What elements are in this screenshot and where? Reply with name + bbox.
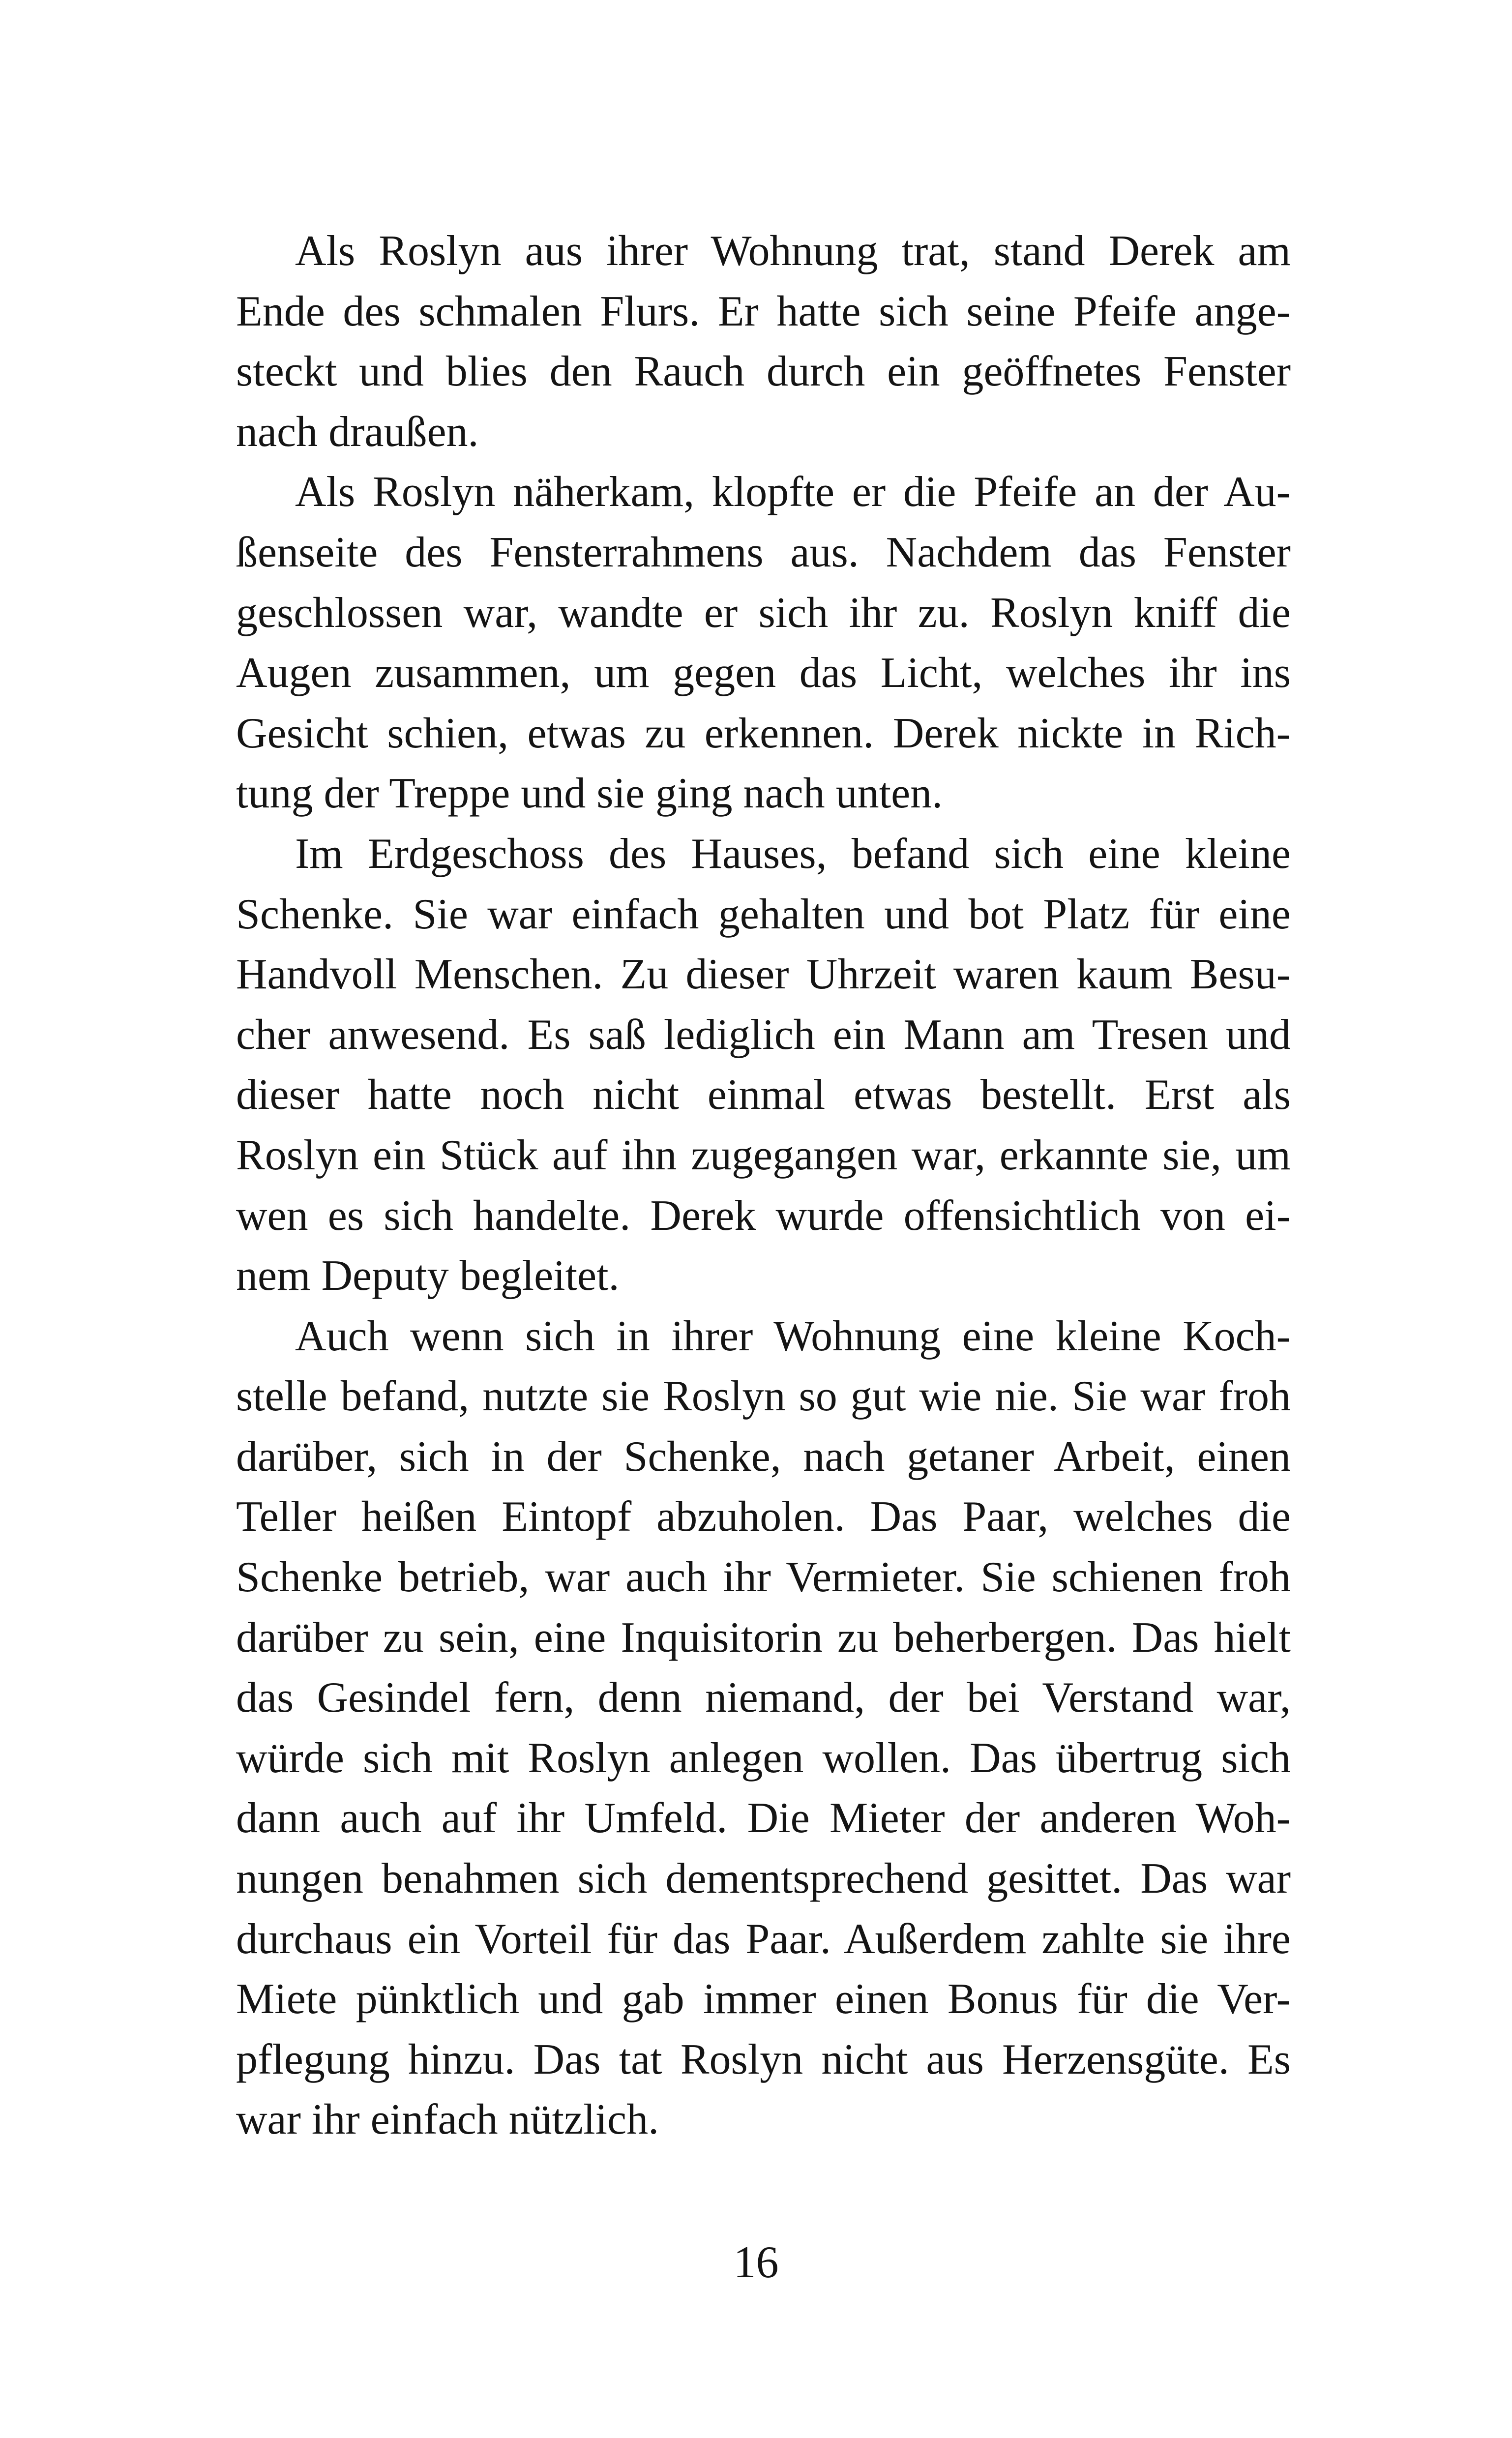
text-line: Teller heißen Eintopf abzuholen. Das Paar, welches die	[236, 1493, 1291, 1541]
text-line: darüber zu sein, eine Inquisitorin zu beherbergen. Das hielt	[236, 1613, 1291, 1662]
body-text	[236, 221, 1291, 2150]
text-line: geschlossen war, wandte er sich ihr zu. Roslyn kniff die	[236, 589, 1291, 637]
text-line: Als Roslyn aus ihrer Wohnung trat, stand Derek am	[295, 227, 1291, 275]
text-line: steckt und blies den Rauch durch ein geöffnetes Fenster	[236, 348, 1291, 396]
text-line: pflegung hinzu. Das tat Roslyn nicht aus Herzensgüte. Es	[236, 2035, 1291, 2083]
text-line: nungen benahmen sich dementsprechend gesittet. Das war	[236, 1855, 1291, 1903]
text-line: Ende des schmalen Flurs. Er hatte sich seine Pfeife ange-	[236, 287, 1291, 335]
text-line: Gesicht schien, etwas zu erkennen. Derek nickte in Rich-	[236, 709, 1291, 757]
text-line: wen es sich handelte. Derek wurde offensichtlich von ei-	[236, 1191, 1291, 1240]
text-line: cher anwesend. Es saß lediglich ein Mann am Tresen und	[236, 1011, 1291, 1059]
text-line: Schenke betrieb, war auch ihr Vermieter. Sie schienen froh	[236, 1553, 1291, 1602]
text-line: nach draußen.	[236, 408, 479, 456]
text-line: würde sich mit Roslyn anlegen wollen. Das übertrug sich	[236, 1734, 1291, 1782]
text-line: durchaus ein Vorteil für das Paar. Außerdem zahlte sie ihre	[236, 1915, 1291, 1963]
text-line: Roslyn ein Stück auf ihn zugegangen war, erkannte sie, um	[236, 1131, 1291, 1179]
text-line: Miete pünktlich und gab immer einen Bonus für die Ver-	[236, 1975, 1291, 2023]
text-line: Im Erdgeschoss des Hauses, befand sich eine kleine	[295, 830, 1291, 878]
text-line: Schenke. Sie war einfach gehalten und bot Platz für eine	[236, 890, 1291, 938]
text-line: dieser hatte noch nicht einmal etwas bestellt. Erst als	[236, 1071, 1291, 1119]
text-line: tung der Treppe und sie ging nach unten.	[236, 770, 943, 818]
text-line: war ihr einfach nützlich.	[236, 2096, 659, 2144]
text-line: Handvoll Menschen. Zu dieser Uhrzeit waren kaum Besu-	[236, 951, 1291, 999]
text-line: Auch wenn sich in ihrer Wohnung eine kleine Koch-	[295, 1312, 1291, 1360]
text-line: dann auch auf ihr Umfeld. Die Mieter der anderen Woh-	[236, 1794, 1291, 1843]
text-line: Augen zusammen, um gegen das Licht, welches ihr ins	[236, 649, 1291, 697]
text-line: nem Deputy begleitet.	[236, 1252, 620, 1300]
text-line: darüber, sich in der Schenke, nach getaner Arbeit, einen	[236, 1432, 1291, 1481]
text-line: ßenseite des Fensterrahmens aus. Nachdem das Fenster	[236, 528, 1291, 576]
text-line: stelle befand, nutzte sie Roslyn so gut wie nie. Sie war froh	[236, 1372, 1291, 1421]
page-number: 16	[733, 2237, 779, 2287]
text-line: das Gesindel fern, denn niemand, der bei Verstand war,	[236, 1674, 1291, 1722]
text-line: Als Roslyn näherkam, klopfte er die Pfeife an der Au-	[295, 468, 1291, 516]
